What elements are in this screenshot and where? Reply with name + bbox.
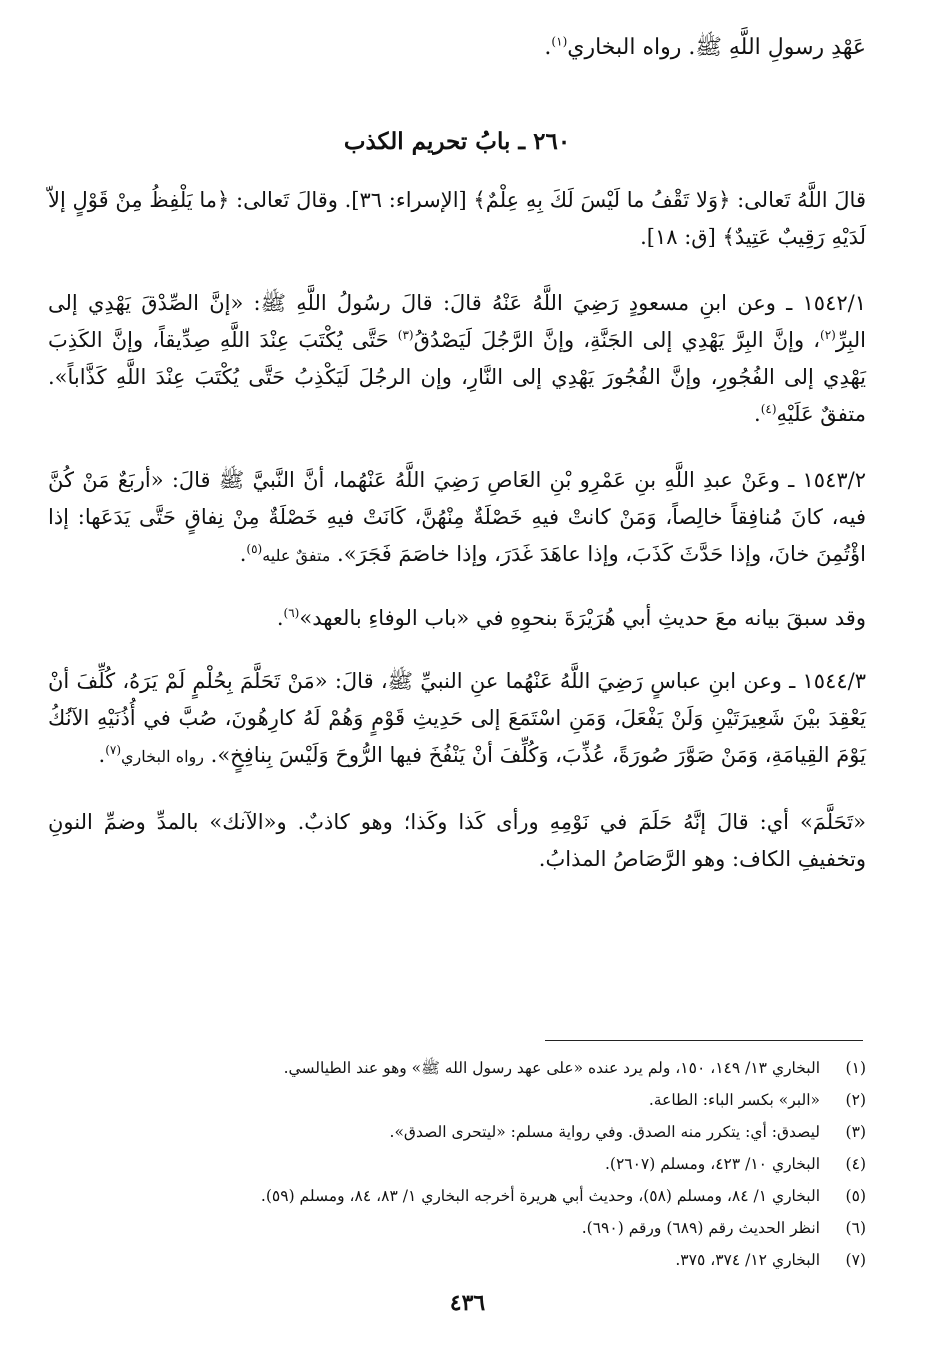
continuation-line xyxy=(48,28,866,68)
note-wafa-text: وقد سبقَ بيانه معَ حديثِ أبي هُرَيْرَةَ بنحوِهِ في «باب الوفاءِ بالعهد» xyxy=(299,606,866,630)
footnote-text: البخاري ١٠/ ٤٢٣، ومسلم (٢٦٠٧). xyxy=(604,1155,820,1173)
footnote-6 xyxy=(160,1212,866,1244)
footnotes xyxy=(160,1052,866,1276)
page-number: ٤٣٦ xyxy=(449,1290,486,1316)
hadith-1542 xyxy=(48,285,866,433)
footnote-ref-2[interactable]: (٢) xyxy=(820,328,836,342)
explanation xyxy=(48,804,866,878)
footnote-ref-1[interactable]: (١) xyxy=(551,34,568,49)
footnote-text: ليصدق: أي: يتكرر منه الصدق. وفي رواية مسلم: «ليتحرى الصدق». xyxy=(389,1123,820,1141)
explanation-text: «تَحَلَّمَ» أي: قالَ إنَّهُ حَلَمَ في نَوْمِهِ ورأى كَذا وكَذا؛ وهو كاذبٌ. و«الآنك» بالمدِّ وضمِّ النونِ وتخفيفِ الكاف: وهو الرَّصَاصُ المذابُ. xyxy=(48,810,866,871)
hadith-1543-text: ١٥٤٣/٢ ـ وعَنْ عبدِ اللَّهِ بنِ عَمْرِو بْنِ العَاصِ رَضِيَ اللَّهُ عَنْهُما، أنَّ النَّبيَّ ﷺ قالَ: «أربَعٌ مَنْ كُنَّ فيه، كانَ مُنافِقاً خالِصاً، وَمَنْ كانتْ فيهِ خَصْلَةٌ مِنْهُنَّ، كَانَتْ فيهِ خَصْلَةٌ مِنْ نِفاقٍ حَتَّى يَدَعَها: إذا اؤْتُمِنَ خانَ، وإذا حَدَّثَ كَذَبَ، وإذا عاهَدَ غَدَرَ، وإذا خاصَمَ فَجَرَ». xyxy=(48,468,866,566)
hadith-1543-end: . xyxy=(239,542,247,566)
hadith-1544-text: ١٥٤٤/٣ ـ وعن ابنِ عباسٍ رَضِيَ اللَّهُ عَنْهُما عنِ النبيِّ ﷺ، قالَ: «مَنْ تَحَلَّمَ بِحُلْمٍ لَمْ يَرَهُ، كُلِّفَ أنْ يَعْقِدَ بيْنَ شَعِيرَتَيْنِ وَلَنْ يَفْعَلَ، وَمَنِ اسْتَمَعَ إلى حَدِيثِ قَوْمٍ وَهُمْ لَهُ كارِهُونَ، صُبَّ في أُذُنَيْهِ الآنُكُ يَوْمَ القِيامَةِ، وَمَنْ صَوَّرَ صُورَةً، عُذِّبَ، وَكُلِّفَ أنْ يَنْفُخَ فيها الرُّوحَ وَلَيْسَ بِنافِخٍ». xyxy=(48,669,866,767)
chapter-title: ٢٦٠ ـ بابُ تحريم الكذب xyxy=(343,128,571,155)
footnote-7 xyxy=(160,1244,866,1276)
hadith-1544 xyxy=(48,663,866,775)
continuation-text: عَهْدِ رسولِ اللَّهِ ﷺ. رواه البخاري xyxy=(567,35,866,60)
footnote-4 xyxy=(160,1148,866,1180)
footnote-2 xyxy=(160,1084,866,1116)
footnote-ref-4[interactable]: (٤) xyxy=(760,402,777,416)
page-body xyxy=(48,28,866,907)
footnote-text: البخاري ١٣/ ١٤٩، ١٥٠، ولم يرد عنده «على عهد رسول الله ﷺ» وهو عند الطيالسي. xyxy=(283,1059,820,1077)
hadith-1543-source: متفقٌ عليه xyxy=(262,546,331,565)
footnote-text: البخاري ١٢/ ٣٧٤، ٣٧٥. xyxy=(675,1251,820,1269)
intro-text: قالَ اللَّهُ تَعالى: ﴿وَلا تَقْفُ ما لَيْسَ لَكَ بِهِ عِلْمٌ﴾ [الإسراء: ٣٦]. وقالَ تَعالى: ﴿ما يَلْفِظُ مِنْ قَوْلٍ إلاّ لَدَيْهِ رَقِيبٌ عَتِيدٌ﴾ [ق: ١٨]. xyxy=(48,188,866,249)
hadith-1543 xyxy=(48,462,866,574)
footnote-1 xyxy=(160,1052,866,1084)
footnote-divider xyxy=(545,1040,863,1041)
intro-verses xyxy=(48,182,866,256)
footnote-number: (٦) xyxy=(845,1219,866,1237)
footnote-5 xyxy=(160,1180,866,1212)
footnote-number: (٣) xyxy=(845,1123,866,1141)
hadith-1542-end: . xyxy=(754,402,761,426)
hadith-1544-end: . xyxy=(98,743,106,767)
note-wafa-end: . xyxy=(276,606,284,630)
footnote-number: (٧) xyxy=(845,1251,866,1269)
hadith-1542-text-b: ، وإنَّ البِرَّ يَهْدِي إلى الجَنَّةِ، وإنَّ الرَّجُلَ لَيَصْدُقُ xyxy=(413,328,820,352)
footnote-ref-5[interactable]: (٥) xyxy=(246,542,263,556)
footnote-number: (٥) xyxy=(845,1187,866,1205)
hadith-1544-source: رواه البخاري xyxy=(121,747,204,766)
hadith-1542-text-c: حَتَّى يُكْتَبَ عِنْدَ اللَّهِ صِدِّيقاً، وإنَّ الكَذِبَ يَهْدِي إلى الفُجُورِ، وإنَّ الفُجُورَ يَهْدِي إلى النَّارِ، وإن الرجُلَ لَيَكْذِبُ حَتَّى يُكْتَبَ عِنْدَ اللَّهِ كَذَّاباً». متفقٌ عَلَيْهِ xyxy=(48,328,866,426)
footnote-text: انظر الحديث رقم (٦٨٩) ورقم (٦٩٠). xyxy=(581,1219,820,1237)
footnote-number: (٤) xyxy=(845,1155,866,1173)
footnote-ref-7[interactable]: (٧) xyxy=(105,743,122,757)
footnote-number: (٢) xyxy=(845,1091,866,1109)
continuation-end: . xyxy=(544,35,552,60)
note-wafa xyxy=(48,600,866,637)
hadith-1542-text-a: ١٥٤٢/١ ـ وعن ابنِ مسعودٍ رَضِيَ اللَّهُ عَنْهُ قالَ: قالَ رسُولُ اللَّهِ ﷺ: «إنَّ الصِّدْقَ يَهْدِي إلى البِرِّ xyxy=(48,291,866,352)
footnote-ref-6[interactable]: (٦) xyxy=(283,606,300,620)
footnote-3 xyxy=(160,1116,866,1148)
footnote-ref-3[interactable]: (٣) xyxy=(397,328,414,342)
footnote-number: (١) xyxy=(845,1059,866,1077)
footnote-text: «البر» بكسر الباء: الطاعة. xyxy=(648,1091,820,1109)
footnote-text: البخاري ١/ ٨٤، ومسلم (٥٨)، وحديث أبي هريرة أخرجه البخاري ١/ ٨٣، ٨٤، ومسلم (٥٩). xyxy=(260,1187,820,1205)
